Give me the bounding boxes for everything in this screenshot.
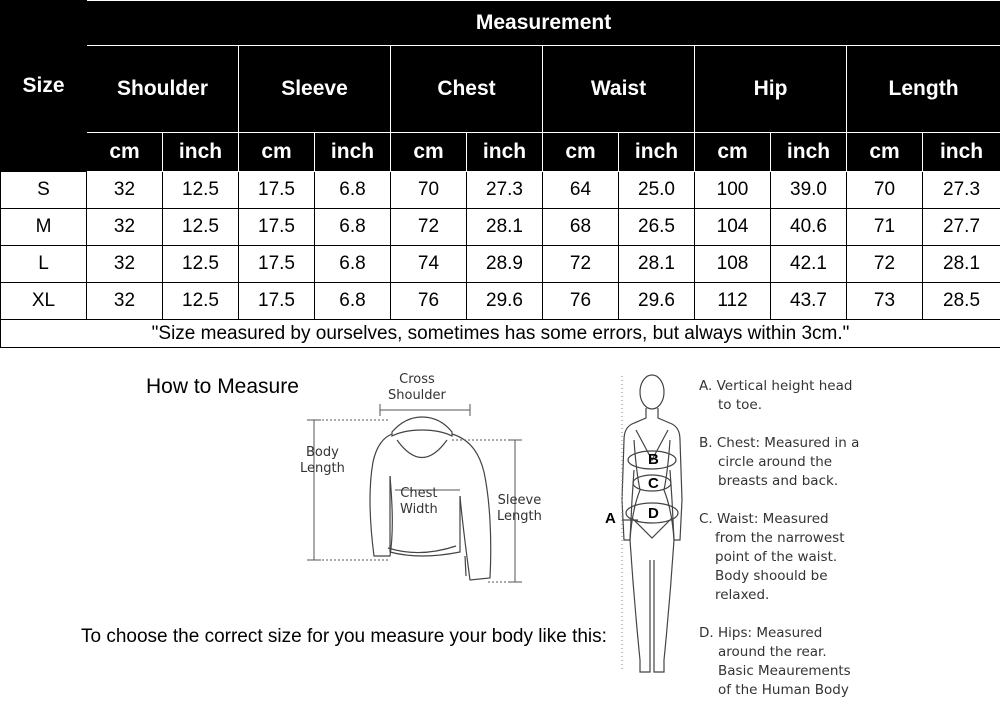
hip-header: Hip — [695, 46, 847, 133]
body-length-label: Body Length — [300, 445, 345, 476]
size-cell: L — [1, 246, 87, 283]
value-cell: 12.5 — [163, 209, 239, 246]
value-cell: 28.1 — [467, 209, 543, 246]
value-cell: 32 — [87, 172, 163, 209]
value-cell: 104 — [695, 209, 771, 246]
unit-cm-header: cm — [87, 133, 163, 172]
value-cell: 26.5 — [619, 209, 695, 246]
value-cell: 68 — [543, 209, 619, 246]
value-cell: 40.6 — [771, 209, 847, 246]
unit-cm-header: cm — [695, 133, 771, 172]
value-cell: 6.8 — [315, 172, 391, 209]
unit-inch-header: inch — [619, 133, 695, 172]
value-cell: 12.5 — [163, 283, 239, 320]
legend-b: B. Chest: Measured in a circle around the breasts and back. — [699, 435, 860, 489]
chest-width-label: Chest Width — [400, 486, 438, 517]
value-cell: 27.7 — [923, 209, 1000, 246]
value-cell: 6.8 — [315, 283, 391, 320]
value-cell: 29.6 — [467, 283, 543, 320]
unit-inch-header: inch — [923, 133, 1000, 172]
value-cell: 76 — [391, 283, 467, 320]
size-cell: M — [1, 209, 87, 246]
marker-c: C — [648, 475, 659, 492]
value-cell: 6.8 — [315, 209, 391, 246]
value-cell: 42.1 — [771, 246, 847, 283]
value-cell: 64 — [543, 172, 619, 209]
value-cell: 72 — [543, 246, 619, 283]
value-cell: 28.9 — [467, 246, 543, 283]
unit-inch-header: inch — [771, 133, 847, 172]
value-cell: 108 — [695, 246, 771, 283]
value-cell: 27.3 — [467, 172, 543, 209]
cross-shoulder-label: Cross Shoulder — [388, 372, 446, 403]
unit-cm-header: cm — [543, 133, 619, 172]
legend-d: D. Hips: Measured around the rear. Basic Meaurements of the Human Body — [699, 625, 851, 698]
unit-cm-header: cm — [847, 133, 923, 172]
unit-inch-header: inch — [467, 133, 543, 172]
value-cell: 32 — [87, 209, 163, 246]
value-cell: 74 — [391, 246, 467, 283]
value-cell: 32 — [87, 246, 163, 283]
value-cell: 112 — [695, 283, 771, 320]
value-cell: 17.5 — [239, 283, 315, 320]
unit-inch-header: inch — [315, 133, 391, 172]
unit-cm-header: cm — [391, 133, 467, 172]
size-cell: XL — [1, 283, 87, 320]
waist-header: Waist — [543, 46, 695, 133]
value-cell: 72 — [847, 246, 923, 283]
marker-a: A — [605, 510, 616, 527]
shoulder-header: Shoulder — [87, 46, 239, 133]
value-cell: 28.1 — [923, 246, 1000, 283]
value-cell: 32 — [87, 283, 163, 320]
value-cell: 71 — [847, 209, 923, 246]
value-cell: 17.5 — [239, 209, 315, 246]
value-cell: 72 — [391, 209, 467, 246]
human-figure — [622, 375, 682, 672]
value-cell: 39.0 — [771, 172, 847, 209]
value-cell: 29.6 — [619, 283, 695, 320]
sleeve-length-label: Sleeve Length — [497, 493, 542, 524]
unit-inch-header: inch — [163, 133, 239, 172]
length-header: Length — [847, 46, 1000, 133]
sleeve-header: Sleeve — [239, 46, 391, 133]
value-cell: 43.7 — [771, 283, 847, 320]
value-cell: 12.5 — [163, 172, 239, 209]
value-cell: 27.3 — [923, 172, 1000, 209]
instruction-text: To choose the correct size for you measure your body like this: — [81, 626, 607, 647]
chest-header: Chest — [391, 46, 543, 133]
marker-b: B — [648, 451, 659, 468]
value-cell: 73 — [847, 283, 923, 320]
value-cell: 6.8 — [315, 246, 391, 283]
size-note: "Size measured by ourselves, sometimes has some errors, but always within 3cm." — [1, 320, 1000, 348]
value-cell: 70 — [847, 172, 923, 209]
value-cell: 100 — [695, 172, 771, 209]
value-cell: 17.5 — [239, 172, 315, 209]
value-cell: 25.0 — [619, 172, 695, 209]
measurement-header: Measurement — [87, 1, 1000, 46]
marker-d: D — [648, 505, 659, 522]
value-cell: 28.5 — [923, 283, 1000, 320]
size-cell: S — [1, 172, 87, 209]
value-cell: 70 — [391, 172, 467, 209]
value-cell: 28.1 — [619, 246, 695, 283]
size-header: Size — [1, 1, 87, 172]
legend-a: A. Vertical height head to toe. — [699, 378, 853, 413]
legend-c: C. Waist: Measured from the narrowest point of the waist. Body shoould be relaxed. — [699, 511, 845, 603]
value-cell: 12.5 — [163, 246, 239, 283]
how-to-measure-title: How to Measure — [146, 375, 299, 398]
value-cell: 17.5 — [239, 246, 315, 283]
unit-cm-header: cm — [239, 133, 315, 172]
value-cell: 76 — [543, 283, 619, 320]
